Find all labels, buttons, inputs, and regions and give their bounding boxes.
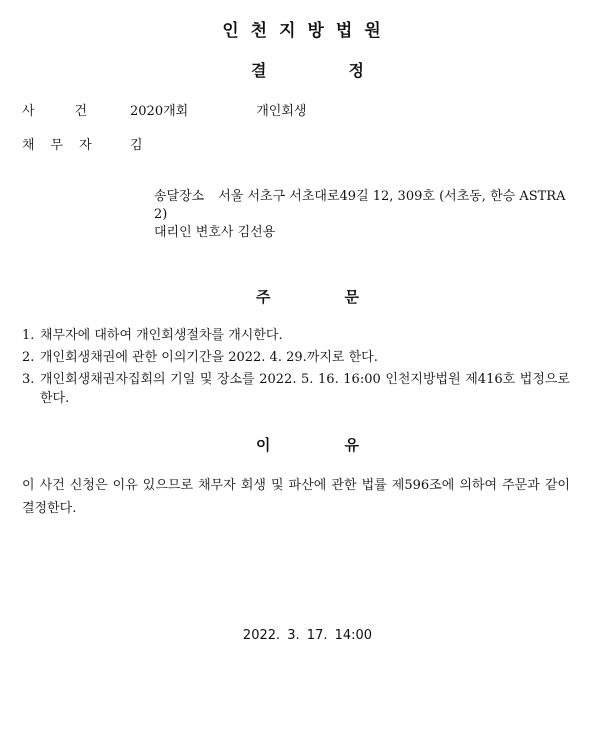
reason-heading: 이유 [256, 436, 433, 454]
legal-agent: 대리인 변호사 김선용 [154, 225, 276, 240]
order-item-number: 2. [22, 350, 35, 365]
debtor-row [22, 137, 143, 155]
document-type-title: 결정 [251, 61, 446, 80]
order-item [22, 370, 570, 408]
order-item [22, 326, 570, 345]
decision-date: 2022. 3. 17. 14:00 [242, 628, 373, 643]
order-list [22, 326, 570, 411]
order-item-text: 개인회생채권에 관한 이의기간을 2022. 4. 29.까지로 한다. [40, 350, 378, 365]
order-item-number: 3. [22, 372, 35, 387]
service-address-block [154, 188, 574, 242]
case-type: 개인회생 [256, 104, 307, 119]
order-item-text: 채무자에 대하여 개인회생절차를 개시한다. [40, 328, 283, 343]
order-item [22, 348, 570, 367]
case-label: 사건 [22, 104, 128, 119]
order-item-text: 개인회생채권자집회의 기일 및 장소를 2022. 5. 16. 16:00 인천지방법원 제416호 법정으로 한다. [40, 372, 570, 406]
reason-text: 이 사건 신청은 이유 있으므로 채무자 회생 및 파산에 관한 법률 제596조에 의하여 주문과 같이 결정한다. [22, 478, 570, 516]
debtor-name: 김 [130, 138, 143, 153]
order-heading: 주문 [256, 288, 433, 306]
service-address [154, 188, 574, 224]
debtor-label: 채무자 [22, 138, 108, 153]
court-name: 인천지방법원 [222, 21, 393, 41]
service-address-text: 서울 서초구 서초대로49길 12, 309호 (서초동, 한승 ASTRA 2) [154, 189, 566, 222]
case-number: 2020개회 [130, 104, 189, 119]
service-address-label: 송달장소 [154, 189, 205, 204]
order-item-number: 1. [22, 328, 35, 343]
case-row [22, 103, 306, 121]
